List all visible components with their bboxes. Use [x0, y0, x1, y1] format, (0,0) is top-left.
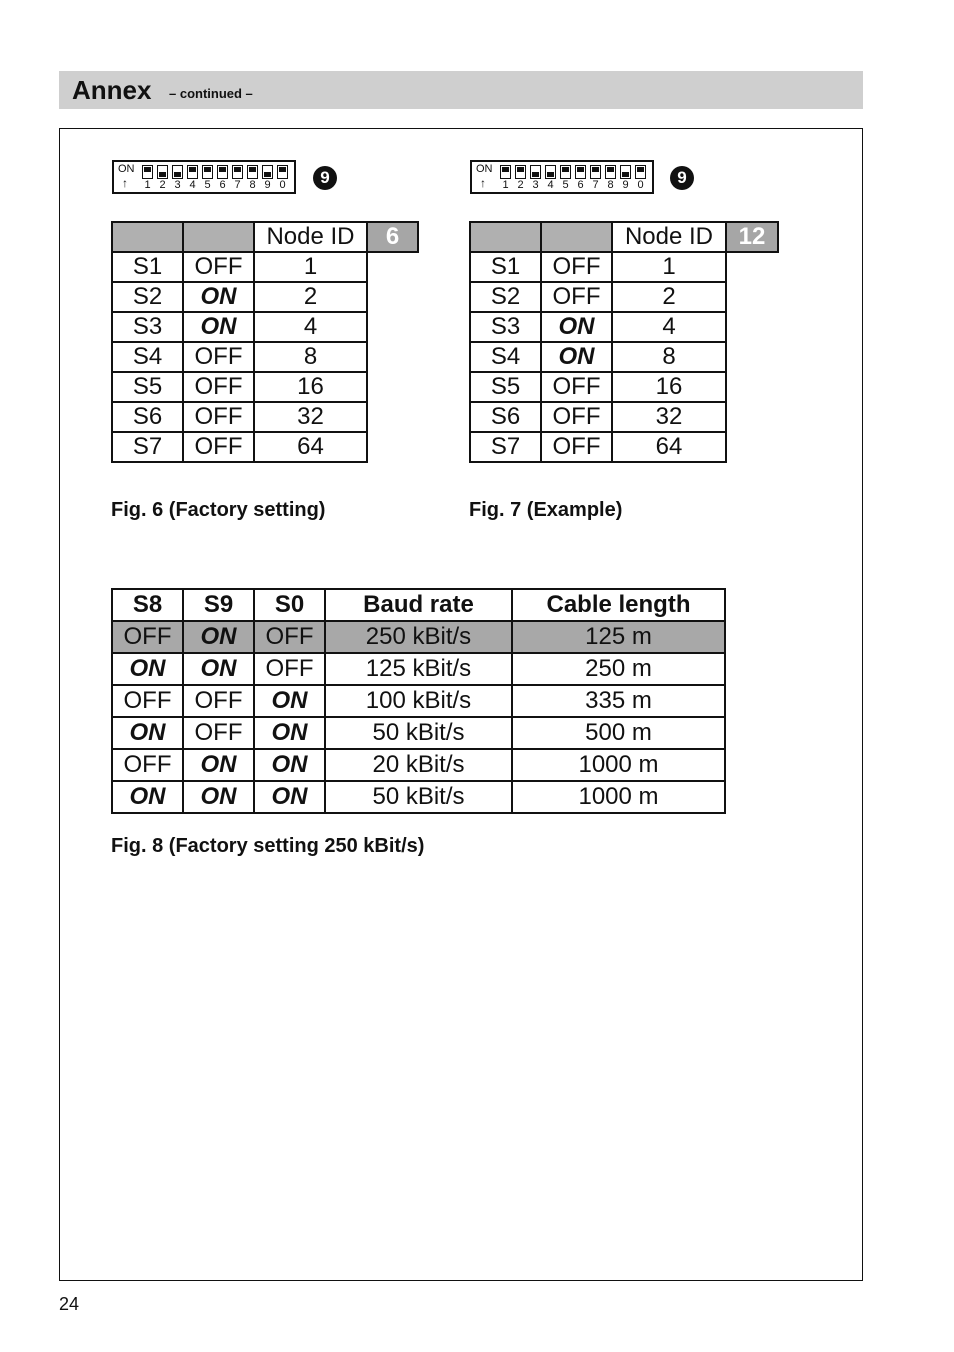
dip-switch-number: 0: [279, 179, 286, 191]
switch-state-cell: OFF: [183, 342, 254, 372]
baud-rate-cell: 125 kBit/s: [325, 653, 512, 685]
switch-name-cell: S4: [470, 342, 541, 372]
badge-9-fig7: 9: [670, 166, 694, 190]
switch-state-cell: ON: [183, 282, 254, 312]
dip-switch-lever: [202, 165, 213, 179]
caption-fig7: Fig. 7 (Example): [469, 499, 623, 521]
column-header: Cable length: [512, 589, 725, 621]
dip-switch-number: 0: [637, 179, 644, 191]
bit-value-cell: 64: [254, 432, 367, 462]
switch-state-cell: OFF: [183, 432, 254, 462]
dip-switch-number: 5: [562, 179, 569, 191]
dip-switch-lever: [515, 165, 526, 179]
bit-value-cell: 64: [612, 432, 726, 462]
switch-name-cell: S2: [112, 282, 183, 312]
switch-state-cell: ON: [541, 312, 612, 342]
switch-state-cell: ON: [541, 342, 612, 372]
cable-length-cell: 500 m: [512, 717, 725, 749]
dip-switch-lever: [530, 165, 541, 179]
dip-switch-fig6: [112, 160, 296, 194]
table-row: [112, 282, 418, 312]
dip-switch-number: 4: [547, 179, 554, 191]
baud-rate-cell: 20 kBit/s: [325, 749, 512, 781]
table-row: [112, 621, 725, 653]
cable-length-cell: 1000 m: [512, 749, 725, 781]
switch-state-cell: OFF: [254, 621, 325, 653]
node-id-table-fig6: [111, 221, 419, 463]
table-header-row: [470, 222, 778, 252]
dip-switch-number: 1: [502, 179, 509, 191]
switch-state-cell: ON: [254, 685, 325, 717]
empty-cell: [726, 312, 778, 342]
dip-switch-number: 8: [607, 179, 614, 191]
page-title: Annex: [72, 75, 152, 105]
table-row: [470, 282, 778, 312]
empty-cell: [726, 402, 778, 432]
table-row: [112, 717, 725, 749]
node-id-table-fig7: [469, 221, 779, 463]
dip-switch-lever: [142, 165, 153, 179]
switch-state-cell: OFF: [112, 621, 183, 653]
empty-cell: [726, 252, 778, 282]
switch-state-cell: OFF: [541, 432, 612, 462]
switch-name-cell: S2: [470, 282, 541, 312]
column-header: S8: [112, 589, 183, 621]
header-blank-cell: [541, 222, 612, 252]
dip-switch-lever: [232, 165, 243, 179]
empty-cell: [367, 402, 418, 432]
table-row: [470, 342, 778, 372]
dip-switch-number: 6: [577, 179, 584, 191]
table-header-row: [112, 589, 725, 621]
table-row: [112, 342, 418, 372]
bit-value-cell: 8: [612, 342, 726, 372]
switch-state-cell: OFF: [183, 372, 254, 402]
switch-state-cell: OFF: [183, 402, 254, 432]
dip-switch-number: 9: [264, 179, 271, 191]
switch-state-cell: OFF: [541, 252, 612, 282]
column-header: Baud rate: [325, 589, 512, 621]
caption-fig6: Fig. 6 (Factory setting): [111, 499, 326, 521]
baud-rate-cell: 250 kBit/s: [325, 621, 512, 653]
empty-cell: [367, 432, 418, 462]
cable-length-cell: 1000 m: [512, 781, 725, 813]
bit-value-cell: 1: [612, 252, 726, 282]
switch-name-cell: S1: [470, 252, 541, 282]
empty-cell: [726, 342, 778, 372]
switch-state-cell: OFF: [254, 653, 325, 685]
bit-value-cell: 2: [254, 282, 367, 312]
switch-name-cell: S3: [112, 312, 183, 342]
bit-value-cell: 8: [254, 342, 367, 372]
header-blank-cell: [183, 222, 254, 252]
column-header: S9: [183, 589, 254, 621]
dip-switch-number: 7: [592, 179, 599, 191]
table-row: [112, 372, 418, 402]
dip-switch-lever: [635, 165, 646, 179]
empty-cell: [726, 282, 778, 312]
switch-name-cell: S5: [112, 372, 183, 402]
badge-9-fig6: 9: [313, 166, 337, 190]
dip-on-label: ON: [118, 163, 135, 175]
table-row: [112, 432, 418, 462]
dip-switch-fig7: [470, 160, 654, 194]
switch-state-cell: ON: [183, 749, 254, 781]
empty-cell: [367, 372, 418, 402]
dip-switch-lever: [247, 165, 258, 179]
empty-cell: [726, 432, 778, 462]
switch-state-cell: ON: [254, 781, 325, 813]
cable-length-cell: 125 m: [512, 621, 725, 653]
table-row: [112, 781, 725, 813]
dip-switch-number: 1: [144, 179, 151, 191]
switch-state-cell: ON: [112, 717, 183, 749]
switch-state-cell: ON: [183, 621, 254, 653]
switch-state-cell: OFF: [541, 372, 612, 402]
table-row: [112, 653, 725, 685]
switch-state-cell: OFF: [112, 685, 183, 717]
dip-switch-number: 3: [532, 179, 539, 191]
empty-cell: [367, 312, 418, 342]
column-header: S0: [254, 589, 325, 621]
empty-cell: [367, 252, 418, 282]
bit-value-cell: 4: [612, 312, 726, 342]
dip-switch-number: 7: [234, 179, 241, 191]
table-row: [112, 402, 418, 432]
node-id-label: Node ID: [254, 222, 367, 252]
switch-state-cell: OFF: [541, 282, 612, 312]
dip-switch-number: 8: [249, 179, 256, 191]
dip-switch-number: 2: [159, 179, 166, 191]
table-row: [470, 402, 778, 432]
dip-switch-number: 4: [189, 179, 196, 191]
dip-switch-lever: [262, 165, 273, 179]
bit-value-cell: 16: [612, 372, 726, 402]
empty-cell: [367, 282, 418, 312]
header-blank-cell: [470, 222, 541, 252]
table-row: [470, 252, 778, 282]
switch-name-cell: S7: [112, 432, 183, 462]
switch-state-cell: OFF: [112, 749, 183, 781]
up-arrow-icon: ↑: [122, 176, 128, 190]
table-header-row: [112, 222, 418, 252]
bit-value-cell: 32: [254, 402, 367, 432]
dip-switch-lever: [187, 165, 198, 179]
cable-length-cell: 250 m: [512, 653, 725, 685]
bit-value-cell: 2: [612, 282, 726, 312]
node-id-value: 12: [726, 222, 778, 252]
switch-name-cell: S6: [112, 402, 183, 432]
table-row: [470, 432, 778, 462]
dip-switch-lever: [217, 165, 228, 179]
bit-value-cell: 16: [254, 372, 367, 402]
bit-value-cell: 4: [254, 312, 367, 342]
empty-cell: [726, 372, 778, 402]
switch-name-cell: S3: [470, 312, 541, 342]
switch-name-cell: S4: [112, 342, 183, 372]
switch-state-cell: ON: [183, 653, 254, 685]
dip-switch-lever: [575, 165, 586, 179]
caption-fig8: Fig. 8 (Factory setting 250 kBit/s): [111, 835, 425, 857]
bit-value-cell: 1: [254, 252, 367, 282]
switch-state-cell: OFF: [541, 402, 612, 432]
dip-switch-lever: [560, 165, 571, 179]
dip-switch-lever: [545, 165, 556, 179]
dip-switch-lever: [277, 165, 288, 179]
table-row: [112, 252, 418, 282]
switch-state-cell: ON: [183, 781, 254, 813]
empty-cell: [367, 342, 418, 372]
switch-name-cell: S6: [470, 402, 541, 432]
switch-state-cell: OFF: [183, 717, 254, 749]
switch-state-cell: ON: [254, 749, 325, 781]
baud-rate-table: [111, 588, 726, 814]
dip-switch-number: 6: [219, 179, 226, 191]
dip-switch-lever: [157, 165, 168, 179]
switch-state-cell: ON: [183, 312, 254, 342]
baud-rate-cell: 100 kBit/s: [325, 685, 512, 717]
switch-name-cell: S7: [470, 432, 541, 462]
header-band: [59, 71, 863, 109]
switch-state-cell: ON: [112, 653, 183, 685]
dip-switch-lever: [172, 165, 183, 179]
table-row: [112, 749, 725, 781]
switch-state-cell: OFF: [183, 252, 254, 282]
table-row: [470, 372, 778, 402]
table-row: [112, 312, 418, 342]
dip-switch-number: 2: [517, 179, 524, 191]
switch-state-cell: OFF: [183, 685, 254, 717]
switch-name-cell: S1: [112, 252, 183, 282]
header-blank-cell: [112, 222, 183, 252]
dip-switch-number: 5: [204, 179, 211, 191]
dip-switch-number: 3: [174, 179, 181, 191]
up-arrow-icon: ↑: [480, 176, 486, 190]
dip-switch-lever: [500, 165, 511, 179]
cable-length-cell: 335 m: [512, 685, 725, 717]
node-id-value: 6: [367, 222, 418, 252]
dip-on-label: ON: [476, 163, 493, 175]
dip-switch-lever: [590, 165, 601, 179]
bit-value-cell: 32: [612, 402, 726, 432]
dip-switch-lever: [605, 165, 616, 179]
page-subtitle: – continued –: [169, 86, 253, 101]
table-row: [112, 685, 725, 717]
switch-state-cell: ON: [112, 781, 183, 813]
page-number: 24: [59, 1294, 80, 1314]
dip-switch-lever: [620, 165, 631, 179]
dip-switch-number: 9: [622, 179, 629, 191]
node-id-label: Node ID: [612, 222, 726, 252]
table-row: [470, 312, 778, 342]
switch-name-cell: S5: [470, 372, 541, 402]
switch-state-cell: ON: [254, 717, 325, 749]
baud-rate-cell: 50 kBit/s: [325, 781, 512, 813]
baud-rate-cell: 50 kBit/s: [325, 717, 512, 749]
